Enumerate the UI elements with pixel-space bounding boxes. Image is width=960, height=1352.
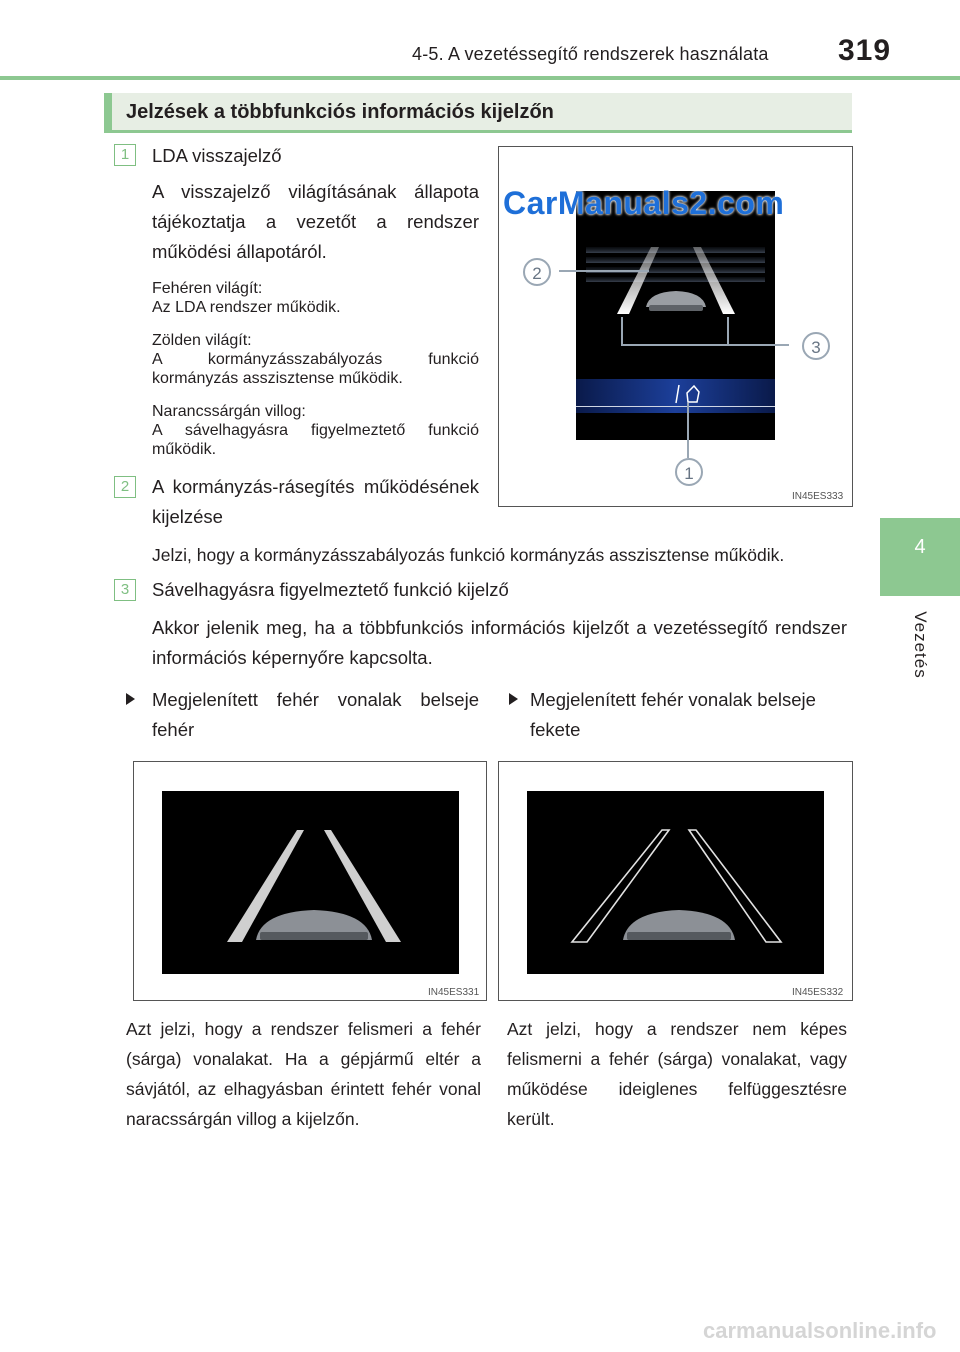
chapter-number: 4 (914, 536, 926, 558)
display-figure (498, 146, 853, 507)
state-text: Az LDA rendszer működik. (152, 299, 341, 316)
running-header: 4-5. A vezetéssegítő rendszerek használata (412, 44, 769, 64)
bullet-arrow-icon (509, 693, 518, 705)
item-number-badge: 2 (114, 476, 136, 498)
item-body: A visszajelző világításának állapota tájékoztatja a vezetőt a rendszer működési állapotáról. (152, 181, 479, 262)
lda-indicator-band (576, 379, 775, 413)
item-title: Sávelhagyásra figyelmeztető funkció kijelző (152, 579, 509, 600)
state-label: Zölden világít: (152, 332, 252, 349)
lane-display-illustration (499, 762, 852, 1000)
section-title: Jelzések a többfunkciós információs kijelzőn (126, 101, 554, 123)
watermark-text: CarManuals2.com (503, 185, 785, 221)
item-number-badge: 1 (114, 144, 136, 166)
header-rule (0, 76, 960, 80)
section-heading (104, 93, 852, 133)
comparison-figure (133, 761, 487, 1001)
lane-display-illustration (134, 762, 486, 1000)
item-body: Akkor jelenik meg, ha a többfunkciós információs kijelzőt a vezetéssegítő rendszer információs képernyőre kapcsolta. (152, 617, 847, 668)
page-number: 319 (838, 34, 892, 67)
indicator-state (152, 279, 479, 317)
figure-code: IN45ES333 (792, 491, 844, 502)
item-number-badge: 3 (114, 579, 136, 601)
item-title: LDA visszajelző (152, 145, 282, 166)
callout-marker: 3 (802, 332, 830, 360)
state-text: A kormányzásszabályozás funkció kormányzás asszisztense működik. (152, 351, 479, 387)
callout-marker: 1 (675, 458, 703, 486)
screen (527, 791, 824, 974)
comparison-figure (498, 761, 853, 1001)
comparison-caption: Azt jelzi, hogy a rendszer felismeri a fehér (sárga) vonalakat. Ha a gépjármű eltér a sávjától, az elhagyásban érintett fehér vonal naracssárgán villog a kijelzőn. (126, 1019, 481, 1129)
state-label: Fehéren világít: (152, 280, 263, 297)
footer-watermark: carmanualsonline.info (703, 1318, 937, 1343)
item-title: A kormányzás-rásegítés működésének kijelzése (152, 476, 479, 527)
state-label: Narancssárgán villog: (152, 403, 306, 420)
chapter-tab (880, 518, 960, 596)
indicator-state (152, 331, 479, 388)
screen (162, 791, 459, 974)
figure-code: IN45ES331 (428, 987, 480, 998)
callout-marker: 2 (523, 258, 551, 286)
state-text: A sávelhagyásra figyelmeztető funkció működik. (152, 422, 479, 458)
chapter-label-text: Vezetés (911, 611, 930, 679)
item-body: Jelzi, hogy a kormányzásszabályozás funkció kormányzás asszisztense működik. (152, 545, 785, 565)
figure-code: IN45ES332 (792, 987, 844, 998)
comparison-heading: Megjelenített fehér vonalak belseje fehér (152, 689, 479, 740)
comparison-caption: Azt jelzi, hogy a rendszer nem képes felismerni a fehér (sárga) vonalakat, vagy működése ideiglenes felfüggesztésre került. (507, 1019, 847, 1129)
comparison-heading: Megjelenített fehér vonalak belseje fekete (530, 689, 816, 740)
chapter-label (880, 600, 960, 690)
bullet-arrow-icon (126, 693, 135, 705)
indicator-state (152, 402, 479, 459)
